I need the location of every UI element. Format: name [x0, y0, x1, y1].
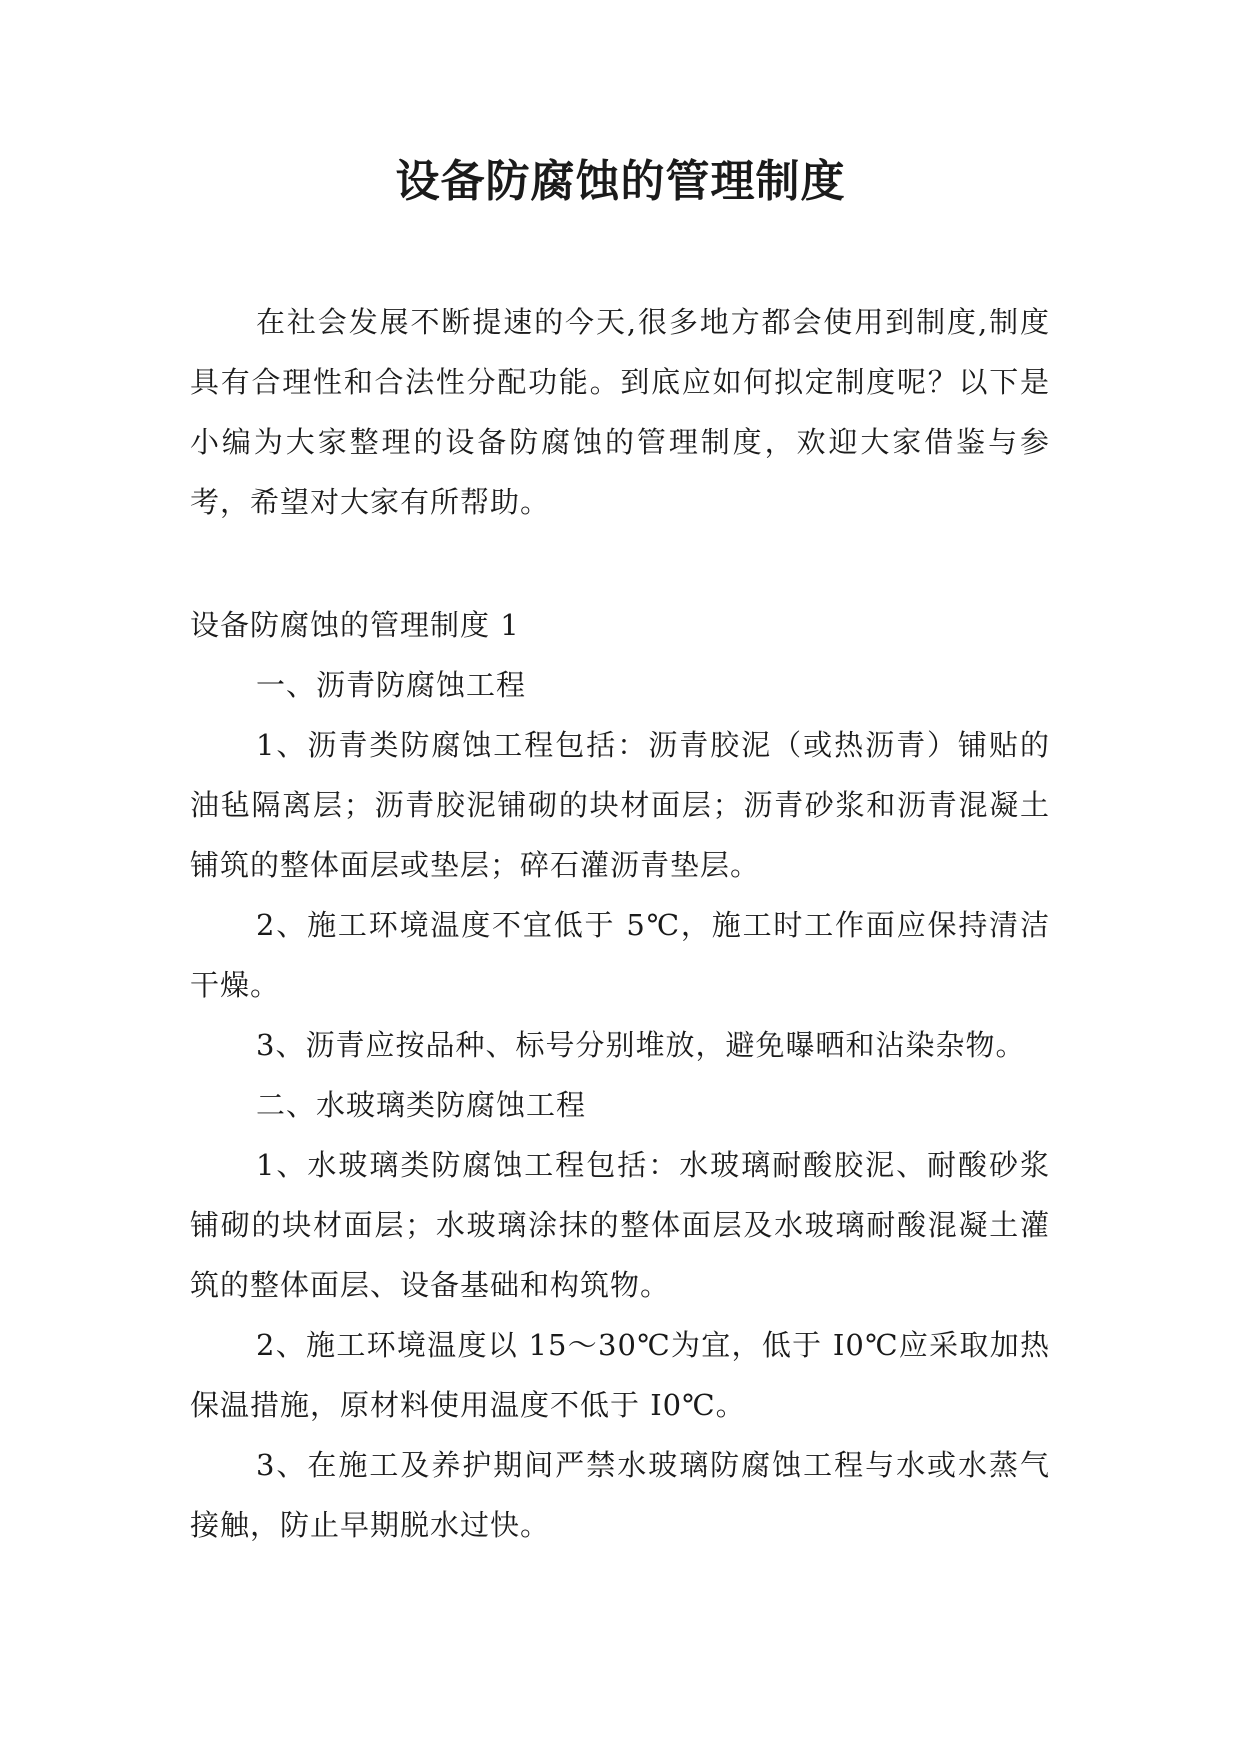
part2-item-3: 3、在施工及养护期间严禁水玻璃防腐蚀工程与水或水蒸气接触，防止早期脱水过快。	[190, 1448, 1050, 1542]
part1-heading: 一、沥青防腐蚀工程	[256, 668, 527, 702]
document-body	[190, 292, 1050, 1555]
part2-item-2: 2、施工环境温度以 15～30℃为宜，低于 I0℃应采取加热保温措施，原材料使用温度不低于 I0℃。	[190, 1328, 1050, 1422]
part1-item-2: 2、施工环境温度不宜低于 5℃，施工时工作面应保持清洁干燥。	[190, 908, 1050, 1002]
intro-paragraph: 在社会发展不断提速的今天,很多地方都会使用到制度,制度具有合理性和合法性分配功能。到底应如何拟定制度呢？以下是小编为大家整理的设备防腐蚀的管理制度，欢迎大家借鉴与参考，希望对大家有所帮助。	[190, 305, 1050, 519]
section-title: 设备防腐蚀的管理制度 1	[190, 608, 520, 642]
part1-item-3: 3、沥青应按品种、标号分别堆放，避免曝晒和沾染杂物。	[256, 1028, 1026, 1062]
part1-item-1: 1、沥青类防腐蚀工程包括：沥青胶泥（或热沥青）铺贴的油毡隔离层；沥青胶泥铺砌的块材面层；沥青砂浆和沥青混凝土铺筑的整体面层或垫层；碎石灌沥青垫层。	[190, 728, 1050, 882]
part2-heading: 二、水玻璃类防腐蚀工程	[256, 1088, 587, 1122]
part2-item-1: 1、水玻璃类防腐蚀工程包括：水玻璃耐酸胶泥、耐酸砂浆铺砌的块材面层；水玻璃涂抹的整体面层及水玻璃耐酸混凝土灌筑的整体面层、设备基础和构筑物。	[190, 1148, 1050, 1302]
document-title: 设备防腐蚀的管理制度	[395, 156, 846, 207]
